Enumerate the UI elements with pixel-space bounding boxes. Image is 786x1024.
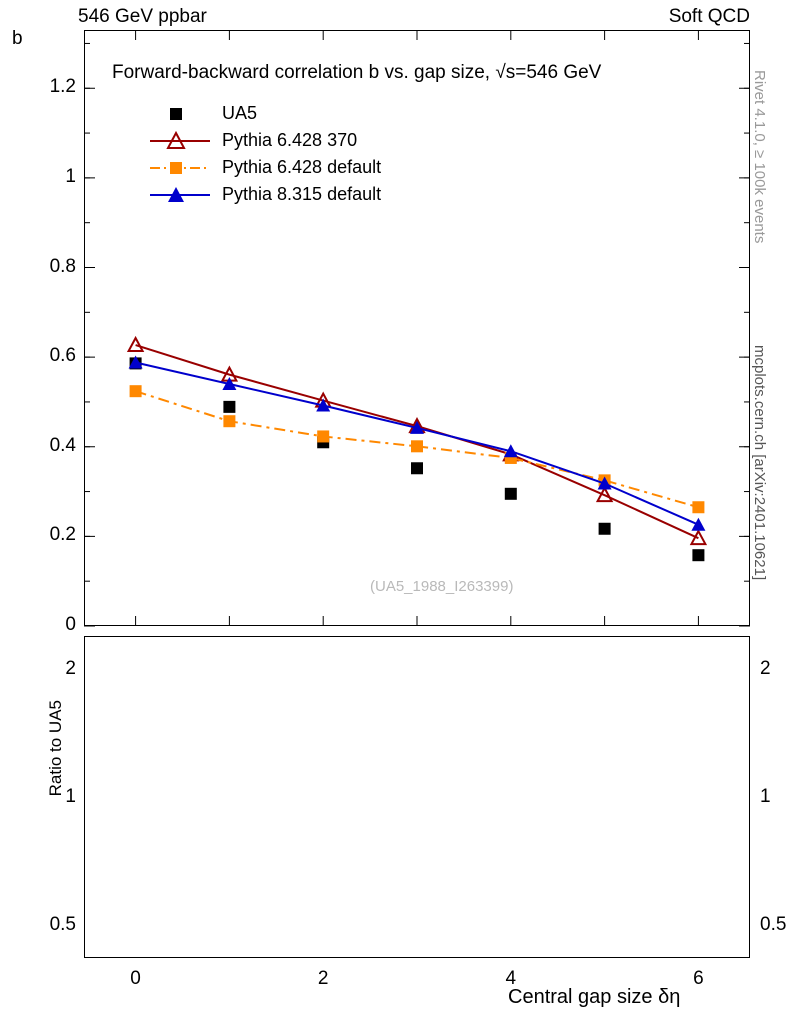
axis-tick-label: 0.5	[760, 913, 786, 935]
legend-label: Pythia 8.315 default	[222, 184, 382, 204]
axis-tick-label: 1	[760, 785, 771, 807]
axis-tick-label: 0	[130, 968, 141, 989]
mcplots-caption: mcplots.cern.ch [arXiv:2401.10621]	[751, 345, 768, 581]
x-axis-label: Central gap size δη	[508, 986, 681, 1008]
legend-marker-pythia8-default	[150, 181, 210, 208]
ratio-plot-panel	[84, 636, 750, 958]
axis-tick-label: 0.8	[49, 255, 76, 277]
axis-tick-label: 1.2	[49, 76, 76, 98]
axis-tick-label: 1	[65, 785, 76, 807]
axis-tick-label: 6	[693, 968, 704, 989]
plot-title: Forward-backward correlation b vs. gap size, √s=546 GeV	[112, 62, 602, 83]
analysis-id-watermark: (UA5_1988_I263399)	[370, 578, 514, 595]
axis-tick-label: 0.2	[49, 524, 76, 546]
axis-tick-label: 0.4	[49, 434, 76, 456]
legend-marker-pythia6-default	[150, 154, 210, 181]
legend-label: UA5	[222, 103, 258, 123]
axis-tick-label: 0.5	[49, 913, 76, 935]
legend-label: Pythia 6.428 370	[222, 130, 358, 150]
top-panel-y-axis-label: b	[12, 28, 23, 49]
rivet-version-caption: Rivet 4.1.0, ≥ 100k events	[751, 70, 768, 244]
header-left-label: 546 GeV ppbar	[78, 6, 207, 27]
axis-tick-label: 2	[65, 657, 76, 679]
axis-tick-label: 0.6	[49, 345, 76, 367]
axis-tick-label: 2	[760, 657, 771, 679]
axis-tick-label: 1	[65, 165, 76, 187]
header-right-label: Soft QCD	[668, 6, 750, 27]
legend-marker-pythia6-370	[150, 127, 210, 154]
axis-tick-label: 0	[65, 614, 76, 635]
axis-tick-label: 4	[505, 968, 517, 989]
ratio-y-axis-label: Ratio to UA5	[46, 700, 65, 797]
legend-marker-ua5	[150, 100, 210, 127]
legend-label: Pythia 6.428 default	[222, 157, 382, 177]
axis-tick-label: 2	[317, 968, 329, 989]
